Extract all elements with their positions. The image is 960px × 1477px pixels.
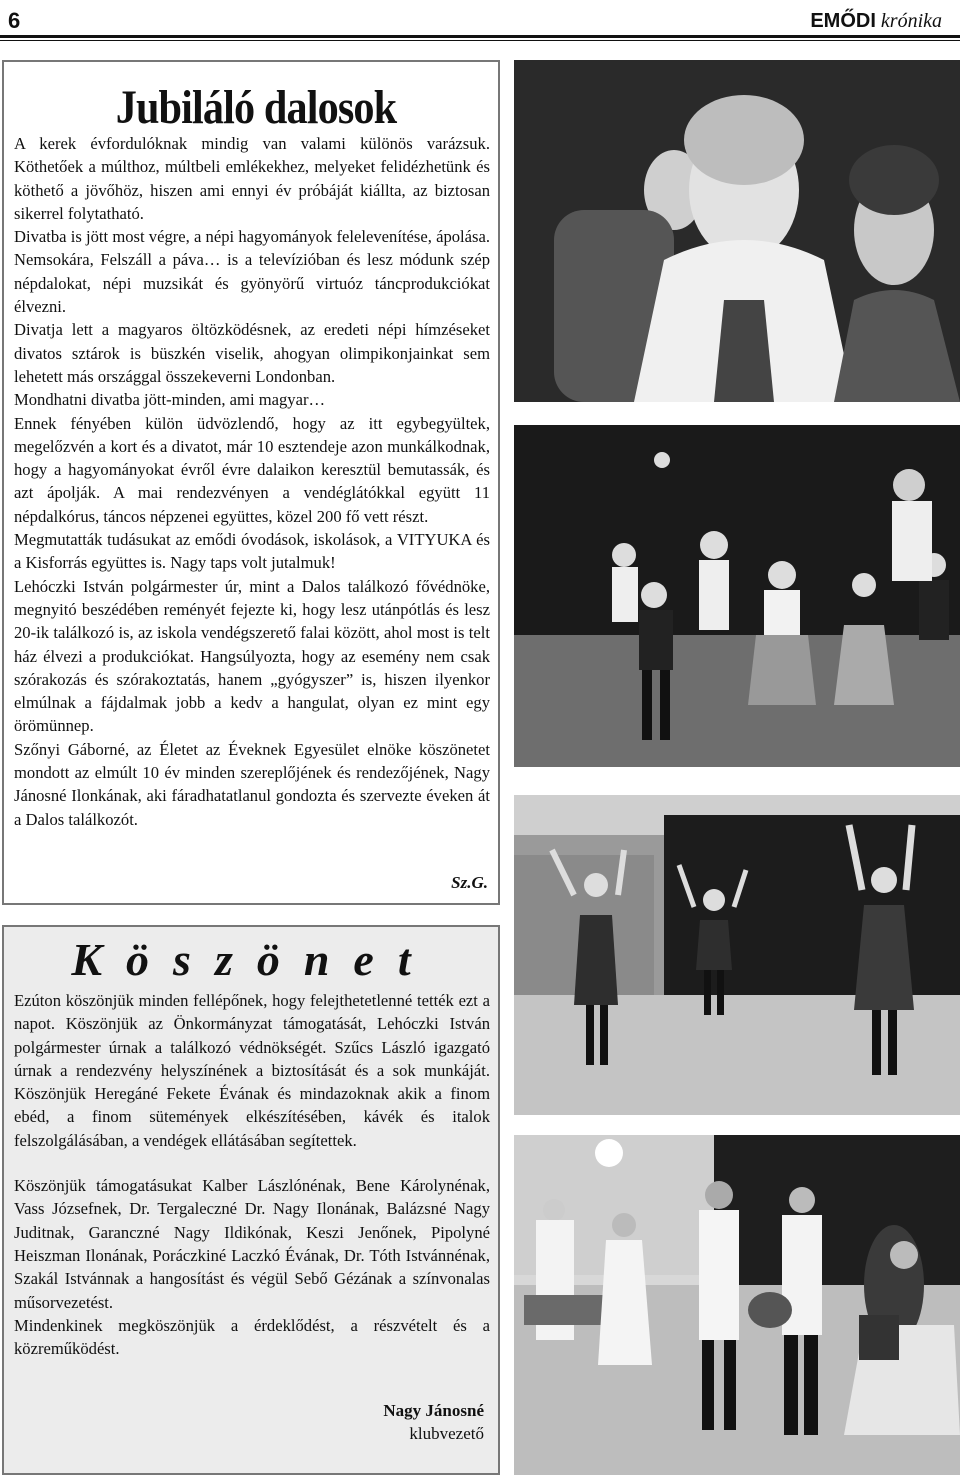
photo-choir-women [514,60,960,402]
article-paragraph: Megmutatták tudásukat az emődi óvodások, iskolások, a VITYUKA és a Kisforrás együttes is. Nagy taps volt jutalmuk! [14,530,490,573]
signature-name: Nagy Jánosné [383,1401,484,1420]
thanks-box [2,925,500,1475]
photo-girls-dancing [514,795,960,1115]
photo-musicians-image [514,1135,960,1475]
page-number: 6 [8,8,21,33]
photo-girls-dancing-image [514,795,960,1115]
masthead-subtitle: krónika [880,10,942,32]
masthead [810,10,942,33]
header-rule-thin [0,40,960,41]
article-box [2,60,500,905]
article-paragraph: Ennek fényében külön üdvözlendő, hogy az itt egybegyültek, megelőzvén a kort és a divatot, már 10 esztendeje azon munkálkodnak, hogy a hagyományokat évről évre dalaikon keresztül bemutassák, és azt ápolják. A mai rendezvényen a vendéglátókkal együtt 11 népdalkórus, táncos népzenei együttes, közel 200 fő vett részt. [14,413,490,526]
thanks-paragraph: Ezúton köszönjük minden fellépőnek, hogy felejthetetlenné tették ezt a napot. Köszönjük az Önkormányzat támogatását, Lehóczki István polgármester úrnak a találkozó védnökségét. Szűcs László igazgató úrnak a rendezvény helyszínének a biztosítását és a sok munkáját. Köszönjük Heregáné Fekete Évának és mindazoknak akik a finom ebéd, a finom sütemények elkészítésében, kávék és italok felszolgálásában, a vendégek ellátásában segítettek. [14,991,490,1150]
article-title: Jubiláló dalosok [115,81,397,134]
photo-musicians [514,1135,960,1475]
thanks-signature [383,1399,484,1445]
header-rule [0,35,960,38]
article-body [14,132,490,831]
article-paragraph: Szőnyi Gáborné, az Életet az Éveknek Egyesület elnöke köszönetet mondott az elmúlt 10 év minden szereplőjének és rendezőjének, Nagy Jánosné Ilonkának, aki fáradhatatlanul gondozta és szervezte éveken át a Dalos találkozót. [14,739,490,829]
article-paragraph: Divatba is jött most végre, a népi hagyományok felelevenítése, ápolása. Nemsokára, Felszáll a páva… is a televízióban és lesz módunk szép népdalokat, népi muzsikát és gyönyörű virtuóz táncprodukciókat élvezni. [14,227,490,317]
photo-children-dancing [514,425,960,767]
article-paragraph: A kerek évfordulóknak mindig van valami különös varázsuk. Köthetőek a múlthoz, múltbeli emlékekhez, melyeket felidézhetünk és köthető a jövőhöz, hiszen ami ennyi év próbáját kiállta, az biztosan sikerrel folytatható. [14,134,490,223]
article-paragraph: Divatja lett a magyaros öltözködésnek, az eredeti népi hímzéseket divatos sztárok is büszkén viselik, ahogyan olimpikonjainkat sem lehetett más országgal összekeverni Londonban. [14,320,490,386]
photo-choir-women-image [514,60,960,402]
thanks-body [14,989,490,1360]
thanks-paragraph: Mindenkinek megköszönjük a érdeklődést, a részvételt és a közreműködést. [14,1315,490,1359]
thanks-paragraph: Köszönjük támogatásukat Kalber Lászlónénak, Bene Károlynénak, Vass Józsefnek, Dr. Tergaleczné Dr. Nagy Ilonának, Balázsné Nagy Juditnak, Garanczné Nagy Ildikónak, Keszi Jenőnek, Pipolyné Heiszman Ilonának, Poráczkiné Laczkó Évának, Dr. Tóth Istvánnénak, Szakál Istvánnak a hangosítást és végül Sebő Gézának a színvonalas műsorvezetést. [14,1176,490,1312]
article-signature: Sz.G. [451,873,488,892]
signature-role: klubvezető [409,1424,484,1443]
article-paragraph: Lehóczki István polgármester úr, mint a Dalos találkozó fővédnöke, megnyitó beszédében reményét fejezte ki, hogy lesz utánpótlás és lesz 20-ik találkozó is, az iskola vendégszerető falai között, ahol most is telt ház élvezi a produkciókat. Hangsúlyozta, hogy az esemény nem csak szórakozás és szórakoztatás, hanem „gyógyszer” is, hiszen ilyenkor elmúlnak a fájdalmak jobb a kedv a hangulat, olyan ez mint egy örömünnep. [14,576,490,736]
photo-children-dancing-image [514,425,960,767]
thanks-title: Köszönet [71,934,435,985]
article-paragraph: Mondhatni divatba jött-minden, ami magyar… [14,390,326,410]
masthead-brand: EMŐDI [810,10,876,32]
